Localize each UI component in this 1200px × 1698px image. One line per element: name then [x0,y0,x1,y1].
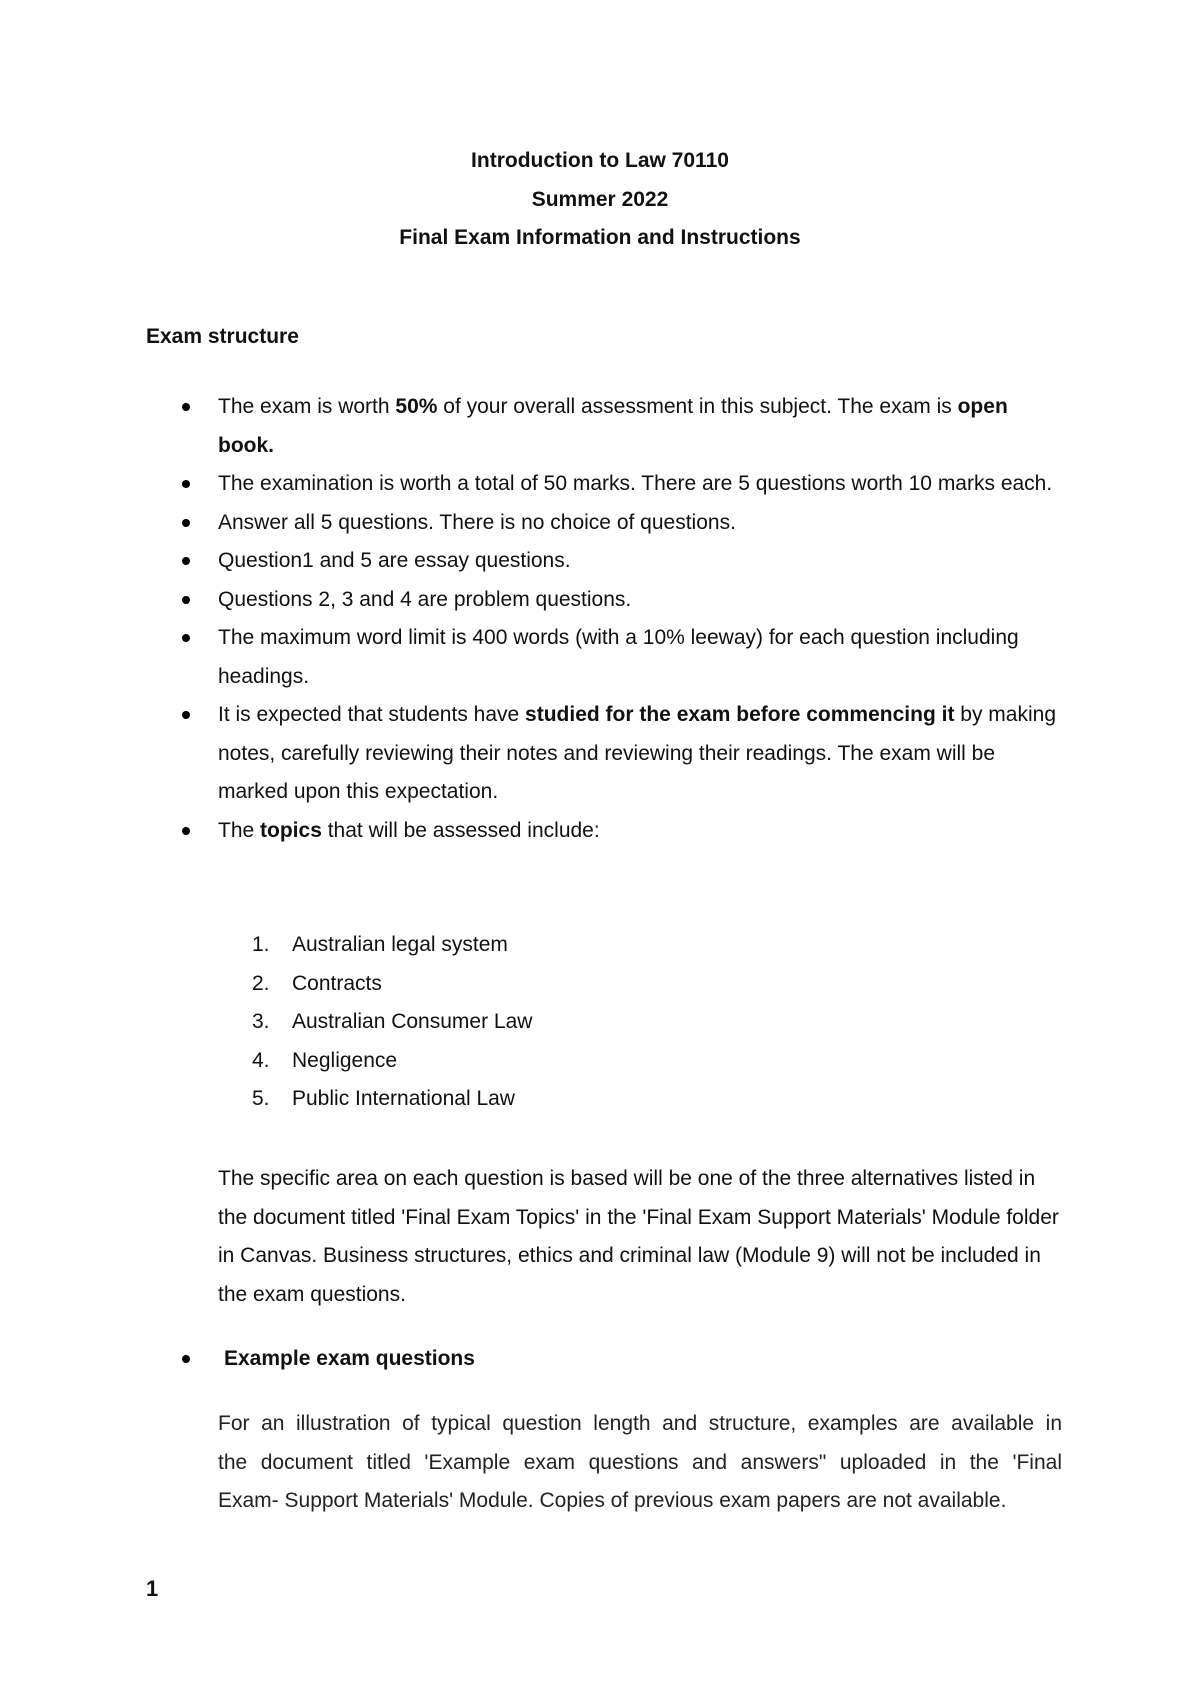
list-item [146,812,1066,851]
list-item [146,504,1066,543]
topic-label: Australian legal system [292,933,508,956]
example-heading [146,1340,475,1379]
topic-item [252,965,532,1004]
paragraph-line: Exam- Support Materials' Module. Copies of previous exam papers are not available. [218,1489,1007,1512]
topic-label: Contracts [292,971,382,995]
topic-number: 3. [252,1010,270,1033]
bold-text: 50% [395,395,438,418]
paragraph-line: For an illustration of typical question length and structure, examples are available in [218,1412,1062,1435]
text: It is expected that students have [218,703,526,726]
topic-number: 4. [252,1048,270,1072]
bullet-icon [182,711,190,719]
topic-item [252,1003,532,1042]
topic-label: Public International Law [292,1087,515,1110]
list-item [146,581,1066,620]
bullet-icon [182,519,190,527]
list-item [146,696,1066,812]
text: The exam is worth [218,395,396,418]
paragraph-line: the document titled 'Example exam questions and answers" uploaded in the 'Final [218,1450,1062,1474]
bullet-icon [182,596,190,604]
topic-item [252,1042,532,1081]
bullet-icon [182,403,190,411]
specific-area-paragraph: The specific area on each question is based will be one of the three alternatives listed in the document titled 'Final Exam Topics' in the 'Final Exam Support Materials' Module folder in Canvas. Business structures, ethics and criminal law (Module 9) will not be included in the exam questions. [218,1167,1059,1306]
text: of your overall assessment in this subject. The exam is [437,395,958,418]
text: by making notes, carefully reviewing their notes and reviewing their readings. The exam will be marked upon this expectation. [218,703,1056,803]
bold-text: studied for the exam before commencing it [525,703,955,726]
title-block [0,142,1200,258]
text: Question1 and 5 are essay questions. [218,549,571,572]
example-heading-text: Example exam questions [224,1347,475,1370]
topic-number: 2. [252,971,270,995]
document-title: Final Exam Information and Instructions [399,226,801,249]
term: Summer 2022 [531,187,669,211]
topics-list [252,926,532,1119]
bullet-icon [182,557,190,565]
topic-number: 5. [252,1087,270,1110]
topic-label: Negligence [292,1048,398,1072]
example-paragraph [218,1405,1062,1521]
bullet-icon [182,827,190,835]
text: that will be assessed include: [321,818,600,842]
list-item [146,542,1066,581]
list-item [146,619,1066,696]
text: The examination is worth a total of 50 marks. There are 5 questions worth 10 marks each. [218,472,1053,495]
text: The [218,818,261,842]
list-item [146,388,1066,465]
text: Questions 2, 3 and 4 are problem questions. [218,587,632,611]
topic-item [252,926,532,965]
topic-number: 1. [252,933,270,956]
topic-label: Australian Consumer Law [292,1010,533,1033]
text: Answer all 5 questions. There is no choice of questions. [218,510,736,534]
topic-item [252,1080,532,1119]
bullet-icon [182,634,190,642]
page-number: 1 [146,1576,159,1601]
list-item [146,465,1066,504]
text: The maximum word limit is 400 words (with a 10% leeway) for each question including headings. [218,626,1019,688]
bullet-icon [182,480,190,488]
course-title: Introduction to Law 70110 [471,149,729,172]
exam-structure-list [146,388,1066,850]
bullet-icon [182,1355,190,1363]
bold-text: topics [260,818,322,842]
bold-text: open book. [218,395,1008,457]
section-heading: Exam structure [146,325,299,348]
